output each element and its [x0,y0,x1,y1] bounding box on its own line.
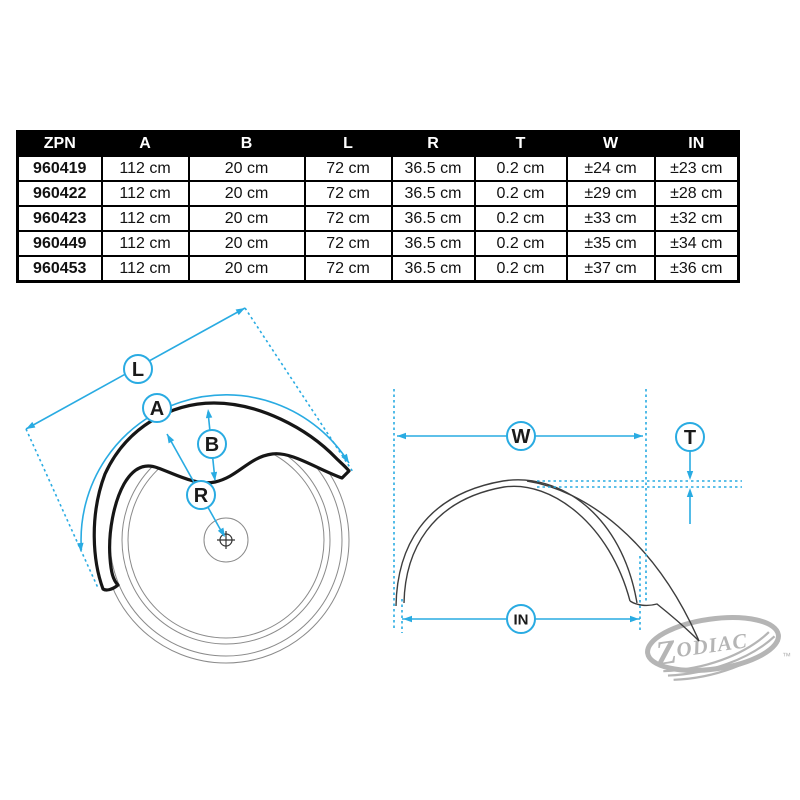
dim-T [537,423,742,524]
dim-label-IN: IN [513,611,529,629]
spec-cell: 0.2 cm [475,181,567,206]
logo-tm: ™ [782,651,791,661]
front-view-diagram [394,389,742,641]
spec-cell: 112 cm [102,231,189,256]
column-header-w: W [567,132,655,157]
spec-cell: ±32 cm [655,206,739,231]
dim-W [394,389,646,631]
spec-cell: 0.2 cm [475,206,567,231]
spec-cell: ±36 cm [655,256,739,282]
extension-line [26,429,98,588]
spec-cell: 72 cm [305,231,392,256]
spec-cell: 112 cm [102,256,189,282]
zpn-cell: 960449 [18,231,102,256]
spec-cell: 36.5 cm [392,231,475,256]
dim-label-R: R [193,485,209,507]
dim-IN [402,556,640,633]
spec-cell: 20 cm [189,156,305,181]
arrowhead [630,616,639,622]
spec-cell: 112 cm [102,156,189,181]
spec-cell: 112 cm [102,181,189,206]
side-view-diagram [26,308,353,663]
spec-cell: ±29 cm [567,181,655,206]
spec-cell: ±23 cm [655,156,739,181]
arrowhead [26,422,35,429]
spec-cell: 72 cm [305,181,392,206]
dim-label-W: W [511,426,531,448]
column-header-l: L [305,132,392,157]
spec-cell: 36.5 cm [392,156,475,181]
column-header-a: A [102,132,189,157]
column-header-zpn: ZPN [18,132,102,157]
arrowhead [236,308,245,315]
spec-cell: 0.2 cm [475,156,567,181]
zpn-cell: 960422 [18,181,102,206]
dim-label-A: A [149,398,165,420]
spec-cell: 0.2 cm [475,231,567,256]
fender-inner-arc [404,486,630,603]
spec-cell: ±34 cm [655,231,739,256]
fender-outer-arc [396,480,637,606]
fender-profile [396,480,699,641]
dim-label-T: T [683,427,697,449]
spec-cell: ±33 cm [567,206,655,231]
arrowhead [403,616,412,622]
spec-cell: 72 cm [305,206,392,231]
zpn-cell: 960419 [18,156,102,181]
zpn-cell: 960453 [18,256,102,282]
spec-cell: ±35 cm [567,231,655,256]
zodiac-logo [644,610,791,684]
column-header-in: IN [655,132,739,157]
spec-cell: 36.5 cm [392,206,475,231]
spec-cell: 20 cm [189,231,305,256]
spec-cell: ±24 cm [567,156,655,181]
zpn-cell: 960423 [18,206,102,231]
arrowhead [687,488,693,497]
spec-cell: 72 cm [305,156,392,181]
spec-cell: 36.5 cm [392,181,475,206]
column-header-t: T [475,132,567,157]
column-header-r: R [392,132,475,157]
logo-wordmark: ODIAC [674,628,750,663]
spec-cell: 72 cm [305,256,392,282]
spec-cell: 20 cm [189,256,305,282]
axle-center-mark [217,531,235,549]
arrowhead [634,433,643,439]
column-header-b: B [189,132,305,157]
arrowhead [397,433,406,439]
spec-cell: ±37 cm [567,256,655,282]
dim-label-L: L [131,359,145,381]
spec-cell: 36.5 cm [392,256,475,282]
spec-cell: 20 cm [189,206,305,231]
spec-cell: 0.2 cm [475,256,567,282]
spec-cell: 112 cm [102,206,189,231]
logo-letter-z: Z [653,633,680,673]
dim-label-B: B [204,434,220,456]
spec-cell: 20 cm [189,181,305,206]
spec-cell: ±28 cm [655,181,739,206]
arrowhead [687,471,693,480]
